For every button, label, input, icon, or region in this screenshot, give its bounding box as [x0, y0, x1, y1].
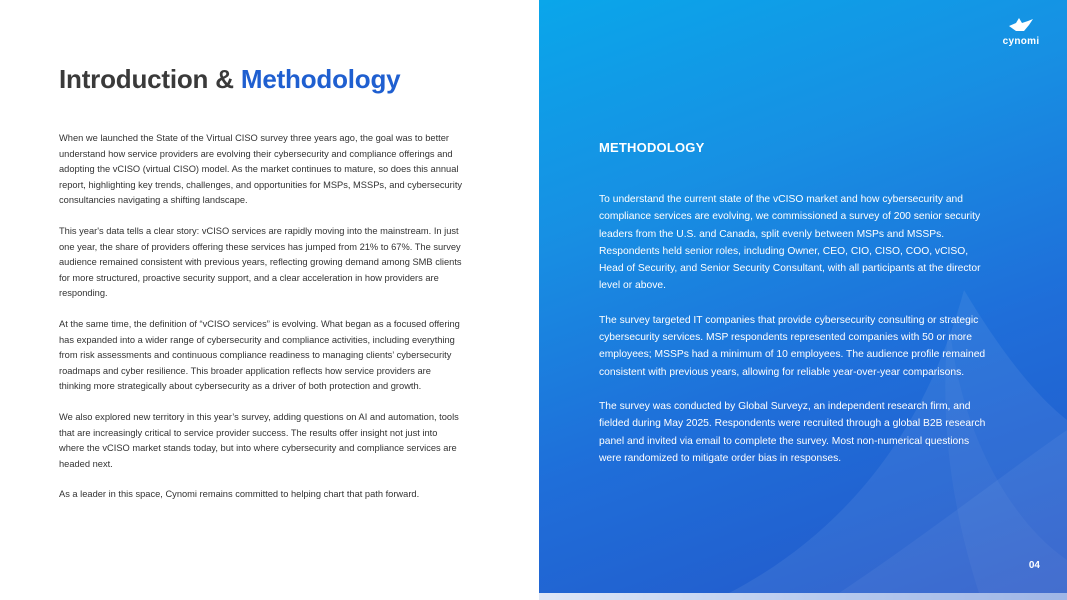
page-title	[59, 64, 400, 95]
methodology-heading: METHODOLOGY	[599, 140, 705, 155]
page-title-accent: Methodology	[240, 64, 401, 94]
intro-paragraph-5: As a leader in this space, Cynomi remains committed to helping chart that path forward.	[59, 489, 420, 500]
intro-paragraph-1: When we launched the State of the Virtual CISO survey three years ago, the goal was to better understand how service providers are evolving their cybersecurity and compliance offerings and adopting the vCISO (virtual CISO) model. As the market continues to mature, so does this annual report, highlighting key trends, challenges, and opportunities for MSPs, MSSPs, and cybersecurity consultancies navigating a shifting landscape.	[59, 133, 463, 206]
page-title-part1: Introduction &	[59, 64, 241, 94]
methodology-paragraph-3: The survey was conducted by Global Surveyz, an independent research firm, and fielded during May 2025. Respondents were recruited through a global B2B research panel and invited via email to complete the survey. Most non-numerical questions were randomized to mitigate order bias in responses.	[599, 400, 986, 464]
page-number: 04	[1028, 560, 1040, 571]
intro-paragraph-2: This year's data tells a clear story: vCISO services are rapidly moving into the mainstream. In just one year, the share of providers offering these services has jumped from 21% to 67%. The survey audience remained consistent with previous years, reflecting growing demand among SMB clients for more structured, proactive security support, and a clear acceleration in how providers are responding.	[59, 225, 462, 299]
cynomi-bird-icon	[1008, 17, 1034, 33]
logo-wordmark: cynomi	[1002, 36, 1040, 47]
methodology-body	[599, 191, 991, 484]
introduction-body	[59, 131, 465, 518]
intro-paragraph-4: We also explored new territory in this year’s survey, adding questions on AI and automation, tools that are increasingly critical to service provider success. The results offer insight not just into where the vCISO market stands today, but into where cybersecurity and compliance services are headed next.	[59, 411, 459, 469]
intro-paragraph-3: At the same time, the definition of “vCISO services” is evolving. What began as a focused offering has expanded into a wider range of cybersecurity and compliance activities, including everything from risk assessments and continuous compliance readiness to managing clients’ cybersecurity roadmaps and cyber resilience. This broader application reflects how service providers are thinking more strategically about cybersecurity as a driver of both protection and growth.	[59, 318, 460, 392]
bottom-accent-strip	[539, 593, 1067, 600]
methodology-paragraph-1: To understand the current state of the vCISO market and how cybersecurity and compliance services are evolving, we commissioned a survey of 200 senior security leaders from the U.S. and Canada, split evenly between MSPs and MSSPs. Respondents held senior roles, including Owner, CEO, CIO, CISO, COO, vCISO, Head of Security, and Senior Security Consultant, with all participants at the director level or above.	[599, 194, 981, 292]
methodology-paragraph-2: The survey targeted IT companies that provide cybersecurity consulting or strategic cybersecurity services. MSP respondents represented companies with 50 or more employees; MSSPs had a minimum of 10 employees. The audience profile remained consistent with previous years, allowing for reliable year-over-year comparisons.	[599, 314, 986, 378]
cynomi-logo	[1000, 17, 1042, 47]
methodology-panel	[539, 0, 1067, 593]
